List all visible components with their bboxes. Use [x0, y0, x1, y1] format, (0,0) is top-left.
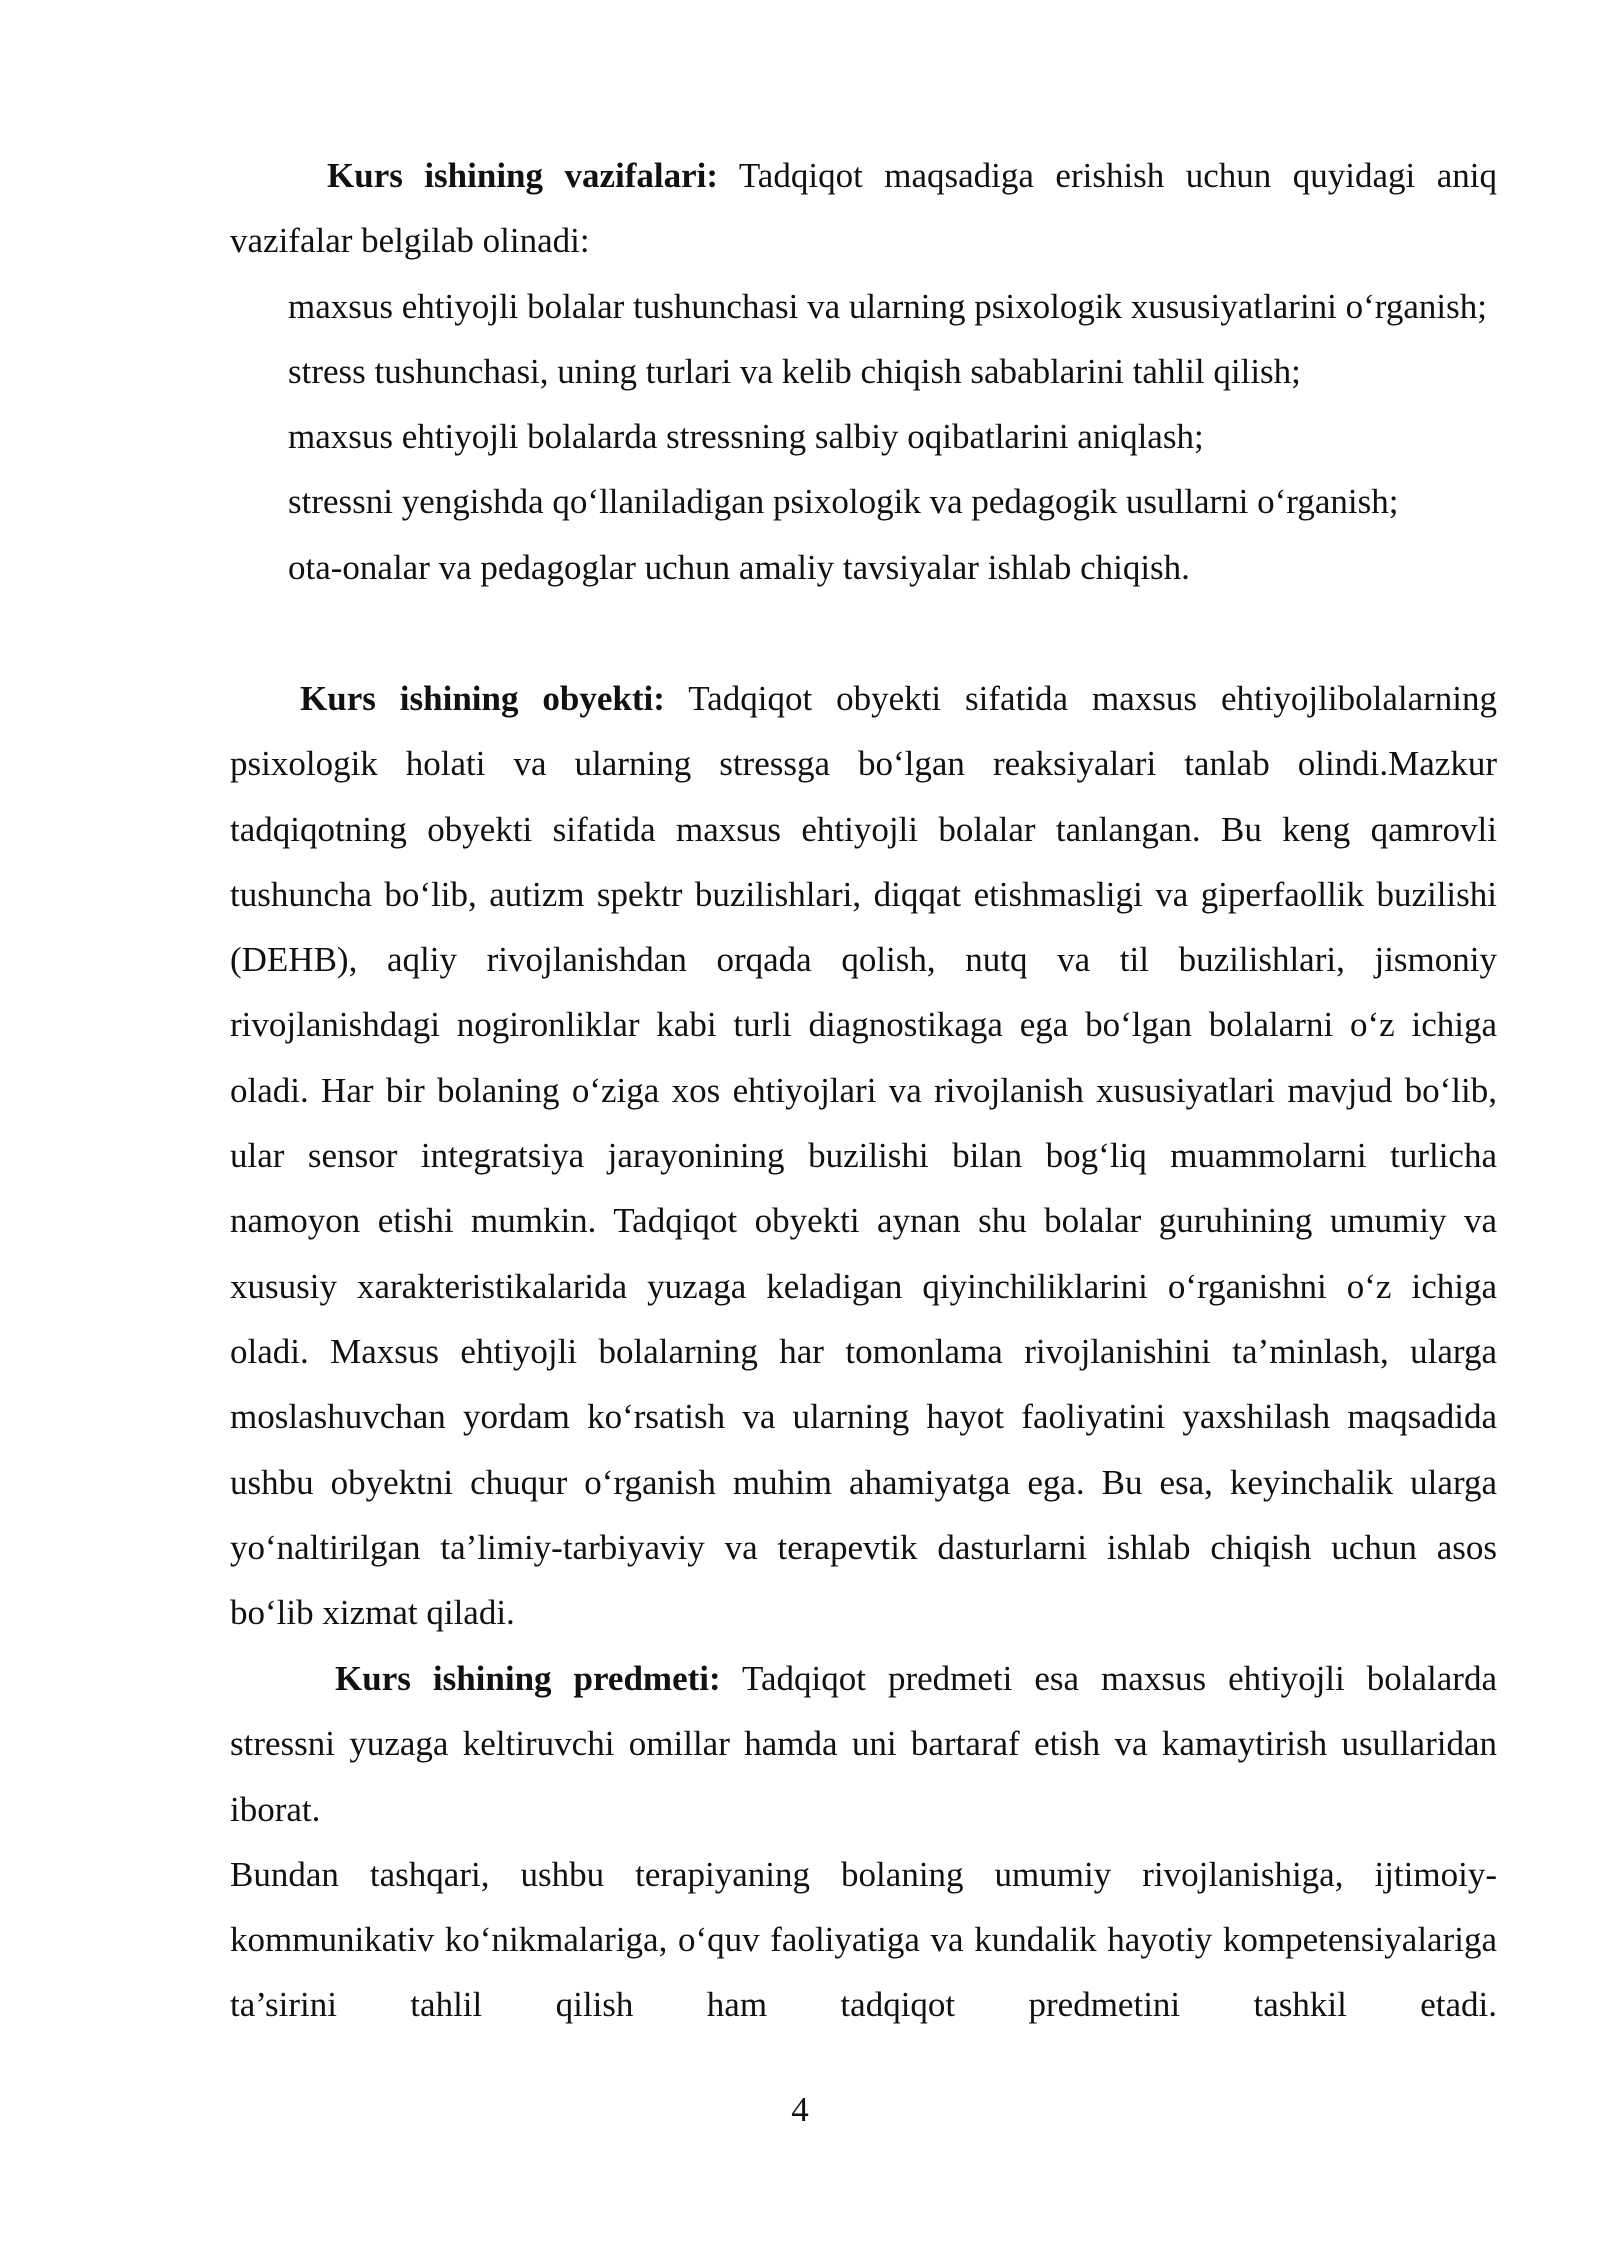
subject-text: Tadqiqot predmeti esa maxsus ehtiyojli bolalarda stressni yuzaga keltiruvchi omillar hamda uni bartaraf etish va kamaytirish usullaridan iborat.: [230, 1659, 1497, 1829]
tasks-paragraph: [230, 143, 1497, 274]
object-section: [230, 666, 1497, 1645]
subject-section: [230, 1646, 1497, 2038]
page-number: 4: [791, 2090, 809, 2129]
object-text: Tadqiqot obyekti sifatida maxsus ehtiyojlibolalarning psixologik holati va ularning stressga bo‘lgan reaksiyalari tanlab olindi.Mazkur tadqiqotning obyekti sifatida maxsus ehtiyojli bolalar tanlangan. Bu keng qamrovli tushuncha bo‘lib, autizm spektr buzilishlari, diqqat etishmasligi va giperfaollik buzilishi (DEHB), aqliy rivojlanishdan orqada qolish, nutq va til buzilishlari, jismoniy rivojlanishdagi nogironliklar kabi turli diagnostikaga ega bo‘lgan bolalarni o‘z ichiga oladi. Har bir bolaning o‘ziga xos ehtiyojlari va rivojlanish xususiyatlari mavjud bo‘lib, ular sensor integratsiya jarayonining buzilishi bilan bog‘liq muammolarni turlicha namoyon etishi mumkin. Tadqiqot obyekti aynan shu bolalar guruhining umumiy va xususiy xarakteristikalarida yuzaga keladigan qiyinchiliklarini o‘rganishni o‘z ichiga oladi. Maxsus ehtiyojli bolalarning har tomonlama rivojlanishini ta’minlash, ularga moslashuvchan yordam ko‘rsatish va ularning hayot faoliyatini yaxshilash maqsadida ushbu obyektni chuqur o‘rganish muhim ahamiyatga ega. Bu esa, keyinchalik ularga yo‘naltirilgan ta’limiy-tarbiyaviy va terapevtik dasturlarni ishlab chiqish uchun asos bo‘lib xizmat qiladi.: [230, 679, 1497, 1633]
list-item: stress tushunchasi, uning turlari va kelib chiqish sabablarini tahlil qilish;: [288, 351, 1301, 391]
tasks-heading: Kurs ishining vazifalari:: [327, 156, 719, 195]
object-paragraph: [230, 666, 1497, 1645]
tasks-section: [230, 143, 1497, 600]
subject-continuation: Bundan tashqari, ushbu terapiyaning bolaning umumiy rivojlanishiga, ijtimoiy-kommunikativ ko‘nikmalariga, o‘quv faoliyatiga va kundalik hayotiy kompetensiyalariga ta’sirini tahlil qilish ham tadqiqot predmetini tashkil etadi.: [230, 1854, 1497, 2025]
list-item: maxsus ehtiyojli bolalar tushunchasi va ularning psixologik xususiyatlarini o‘rganish;: [288, 286, 1487, 326]
tasks-intro: Tadqiqot maqsadiga erishish uchun quyidagi aniq vazifalar belgilab olinadi:: [230, 156, 1497, 261]
subject-heading: Kurs ishining predmeti:: [335, 1659, 721, 1698]
list-item: maxsus ehtiyojli bolalarda stressning salbiy oqibatlarini aniqlash;: [288, 417, 1204, 457]
list-item: ota-onalar va pedagoglar uchun amaliy tavsiyalar ishlab chiqish.: [288, 547, 1190, 587]
list-item: stressni yengishda qo‘llaniladigan psixologik va pedagogik usullarni o‘rganish;: [288, 482, 1399, 522]
subject-paragraph: [230, 1646, 1497, 1842]
tasks-list: [230, 274, 1497, 600]
object-heading: Kurs ishining obyekti:: [300, 679, 665, 718]
